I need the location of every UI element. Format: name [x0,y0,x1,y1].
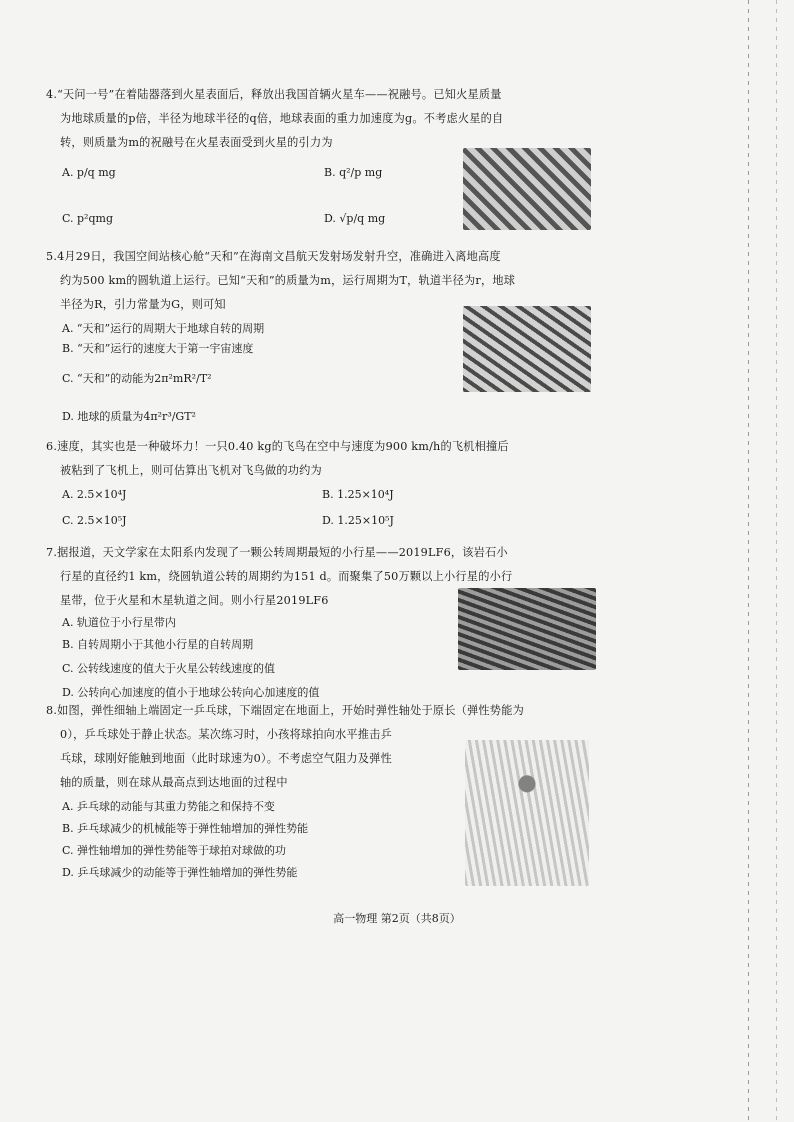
question-text-line: 0），乒乓球处于静止状态。某次练习时，小孩将球拍向水平推击乒 [60,728,392,741]
question-text-line: 乓球，球刚好能触到地面（此时球速为0）。不考虑空气阻力及弹性 [60,752,392,765]
noise-image [463,148,591,230]
binding-edge-line [776,0,777,1122]
option-c: C. “天和”的动能为2π²mR²/T² [62,372,212,385]
noise-image [458,588,596,670]
question-text-line: 行星的直径约1 km，绕圆轨道公转的周期约为151 d。而聚集了50万颗以上小行星的小行 [60,570,513,583]
option-c: C. 2.5×10⁵J [62,514,127,527]
option-a: A. 乒乓球的动能与其重力势能之和保持不变 [62,800,275,813]
option-d: D. 地球的质量为4π²r³/GT² [62,410,196,423]
noise-image [463,306,591,392]
option-d: D. 乒乓球减少的动能等于弹性轴增加的弹性势能 [62,866,298,879]
question-text-line: 星带，位于火星和木星轨道之间。则小行星2019LF6 [60,594,329,607]
option-d: D. √p/q mg [324,212,386,225]
binding-edge-line [748,0,749,1122]
question-text-line: 轴的质量，则在球从最高点到达地面的过程中 [60,776,288,789]
question-text-line: 转，则质量为m的祝融号在火星表面受到火星的引力为 [60,136,333,149]
option-c: C. 公转线速度的值大于火星公转线速度的值 [62,662,276,675]
question-text-line: 半径为R，引力常量为G，则可知 [60,298,226,311]
page-footer: 高一物理 第2页（共8页） [333,912,461,925]
question-text-line: 为地球质量的p倍，半径为地球半径的q倍，地球表面的重力加速度为g。不考虑火星的自 [60,112,504,125]
option-a: A. 2.5×10⁴J [62,488,127,501]
question-text-line: 4.“天问一号”在着陆器落到火星表面后，释放出我国首辆火星车——祝融号。已知火星质量 [46,88,502,101]
option-b: B. q²/p mg [324,166,383,179]
question-text-line: 约为500 km的圆轨道上运行。已知“天和”的质量为m，运行周期为T，轨道半径为r，地球 [60,274,516,287]
question-text-line: 5.4月29日，我国空间站核心舱“天和”在海南文昌航天发射场发射升空，准确进入离地高度 [46,250,501,263]
option-a: A. p/q mg [62,166,116,179]
option-b: B. 乒乓球减少的机械能等于弹性轴增加的弹性势能 [62,822,309,835]
option-a: A. “天和”运行的周期大于地球自转的周期 [62,322,265,335]
option-c: C. p²qmg [62,212,113,225]
option-d: D. 1.25×10⁵J [322,514,394,527]
option-b: B. 自转周期小于其他小行星的自转周期 [62,638,254,651]
question-text-line: 7.据报道，天文学家在太阳系内发现了一颗公转周期最短的小行星——2019LF6，该岩石小 [46,546,508,559]
option-d: D. 公转向心加速度的值小于地球公转向心加速度的值 [62,686,320,699]
question-text-line: 6.速度，其实也是一种破坏力！一只0.40 kg的飞鸟在空中与速度为900 km/h的飞机相撞后 [46,440,509,453]
question-text-line: 8.如图，弹性细轴上端固定一乒乓球，下端固定在地面上，开始时弹性轴处于原长（弹性势能为 [46,704,524,717]
ping-pong-figure [465,740,589,886]
option-b: B. “天和”运行的速度大于第一宇宙速度 [62,342,254,355]
option-c: C. 弹性轴增加的弹性势能等于球拍对球做的功 [62,844,287,857]
question-text-line: 被粘到了飞机上，则可估算出飞机对飞鸟做的功约为 [60,464,322,477]
option-b: B. 1.25×10⁴J [322,488,394,501]
option-a: A. 轨道位于小行星带内 [62,616,176,629]
